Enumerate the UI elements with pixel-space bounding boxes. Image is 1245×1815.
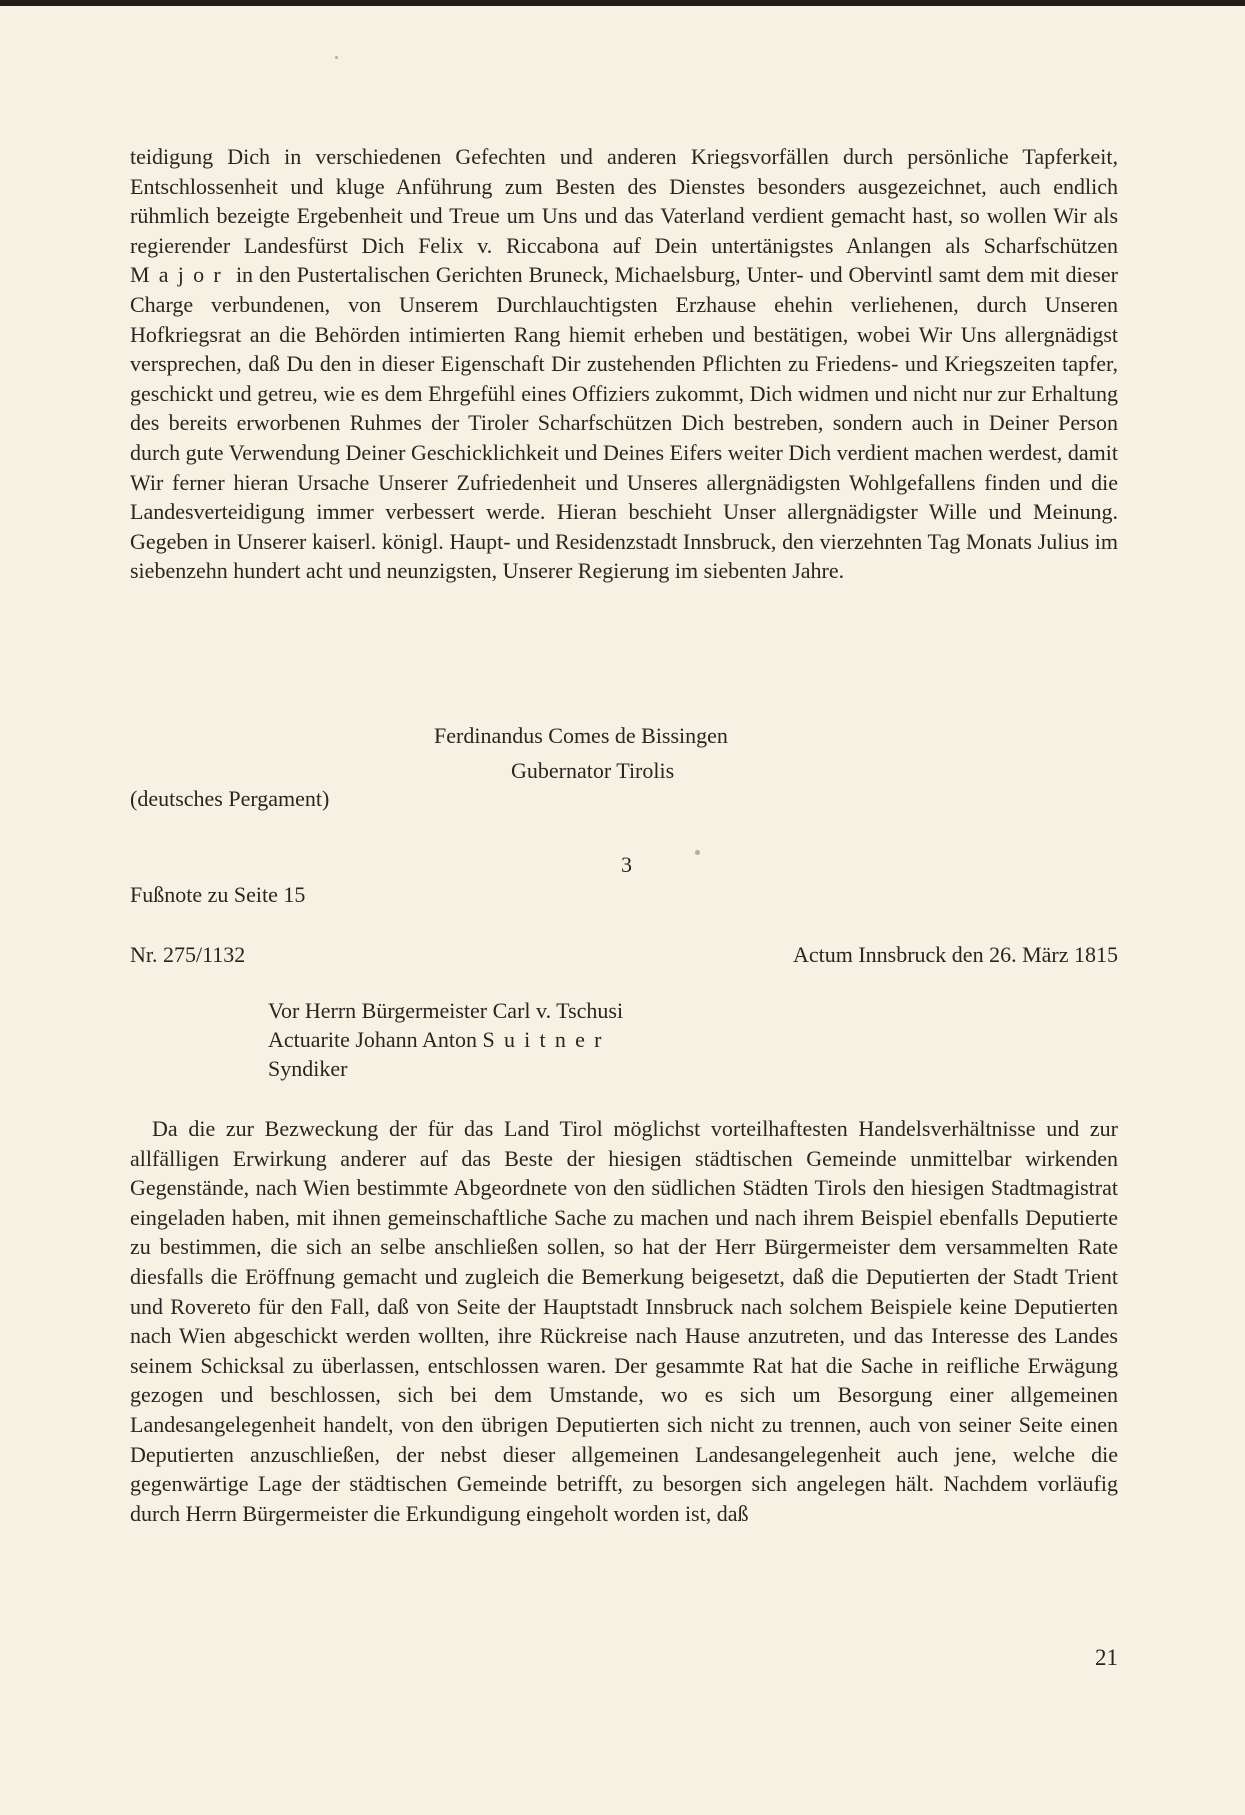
letter-body-text-end: in den Pustertalischen Gerichten Bruneck, Michaelsburg, Unter- und Obervintl samt dem mit dieser Charge verbundenen, von Unserem Durchlauchtigsten Erzhause ehehin verliehenen, durch Unseren Hofkriegsrat an die Behörden intimierten Rang hiemit erheben und bestätigen, wobei Wir Uns allergnädigst versprechen, daß Du den in dieser Eigenschaft Dir zustehenden Pflichten zu Friedens- und Kriegszeiten tapfer, geschickt und getreu, wie es dem Ehrgefühl eines Offiziers zukommt, Dich widmen und nicht nur zur Erhaltung des bereits erworbenen Ruhmes der Tiroler Scharfschützen Dich bestreben, sondern auch in Deiner Person durch gute Verwendung Deiner Geschicklichkeit und Deines Eifers weiter Dich verdient machen werdest, damit Wir ferner hieran Ursache Unserer Zufriedenheit und Unseres allergnädigsten Wohlgefallens finden und die Landesverteidigung immer verbessert werde. Hieran beschieht Unser allergnädigster Wille und Meinung. Gegeben in Unserer kaiserl. königl. Haupt- und Residenzstadt Innsbruck, den vierzehnten Tag Monats Julius im siebenzehn hundert acht und neunzigsten, Unserer Regierung im siebenten Jahre. [130, 262, 1118, 584]
present-actuary [268, 1025, 611, 1055]
present-actuary-prefix: Actuarite Johann Anton [268, 1027, 477, 1052]
rank-emphasis: Major [130, 262, 230, 288]
document-number: 3 [621, 852, 632, 877]
present-actuary-surname: Suitner [482, 1027, 611, 1052]
page-number: 21 [1095, 1645, 1118, 1670]
record-number: Nr. 275/1132 [130, 942, 246, 967]
present-mayor: Vor Herrn Bürgermeister Carl v. Tschusi [268, 998, 624, 1023]
top-scan-edge [0, 0, 1245, 6]
material-note: (deutsches Pergament) [130, 786, 330, 811]
letter-body-paragraph [130, 142, 1118, 586]
footnote-reference: Fußnote zu Seite 15 [130, 882, 306, 907]
letter-body-text-start: teidigung Dich in verschiedenen Gefechten und anderen Kriegsvorfällen durch persönliche Tapferkeit, Entschlossenheit und kluge Anführung zum Besten des Dienstes besonders ausgezeichnet, auch endlich rühmlich bezeigte Ergebenheit und Treue um Uns und das Vaterland verdient gemacht hast, so wollen Wir als regierender Landesfürst Dich Felix v. Riccabona auf Dein untertänigstes Anlangen als Scharfschützen [130, 144, 1118, 258]
signature-name: Ferdinandus Comes de Bissingen [434, 723, 728, 748]
minutes-paragraph: Da die zur Bezweckung der für das Land Tirol möglichst vorteilhaftesten Handelsverhältnisse und zur allfälligen Erwirkung anderer auf das Beste der hiesigen städtischen Gemeinde unmittelbar wirkenden Gegenstände, nach Wien bestimmte Abgeordnete von den südlichen Städten Tirols den hiesigen Stadtmagistrat eingeladen haben, mit ihnen gemeinschaftliche Sache zu machen und nach ihrem Beispiel ebenfalls Deputierte zu bestimmen, die sich an selbe anschließen sollen, so hat der Herr Bürgermeister dem versammelten Rate diesfalls die Eröffnung gemacht und zugleich die Bemerkung beigesetzt, daß die Deputierten der Stadt Trient und Rovereto für den Fall, daß von Seite der Hauptstadt Innsbruck nach solchem Beispiele keine Deputierten nach Wien abgeschickt werden wollten, ihre Rückreise nach Hause anzutreten, und das Interesse des Landes seinem Schicksal zu überlassen, entschlossen waren. Der gesammte Rat hat die Sache in reifliche Erwägung gezogen und beschlossen, sich bei dem Umstande, wo es sich um Besorgung einer allgemeinen Landesangelegenheit handelt, von den übrigen Deputierten sich nicht zu trennen, auch von seiner Seite einen Deputierten anzuschließen, der nebst dieser allgemeinen Landesangelegenheit auch jene, welche die gegenwärtige Lage der städtischen Gemeinde betrifft, zu besorgen sich angelegen hält. Nachdem vorläufig durch Herrn Bürgermeister die Erkundigung eingeholt worden ist, daß [130, 1116, 1118, 1526]
paper-speck [335, 56, 338, 59]
present-syndic: Syndiker [268, 1056, 348, 1081]
record-place-date: Actum Innsbruck den 26. März 1815 [792, 942, 1118, 967]
signature-title: Gubernator Tirolis [511, 758, 675, 783]
paper-speck [695, 850, 700, 855]
